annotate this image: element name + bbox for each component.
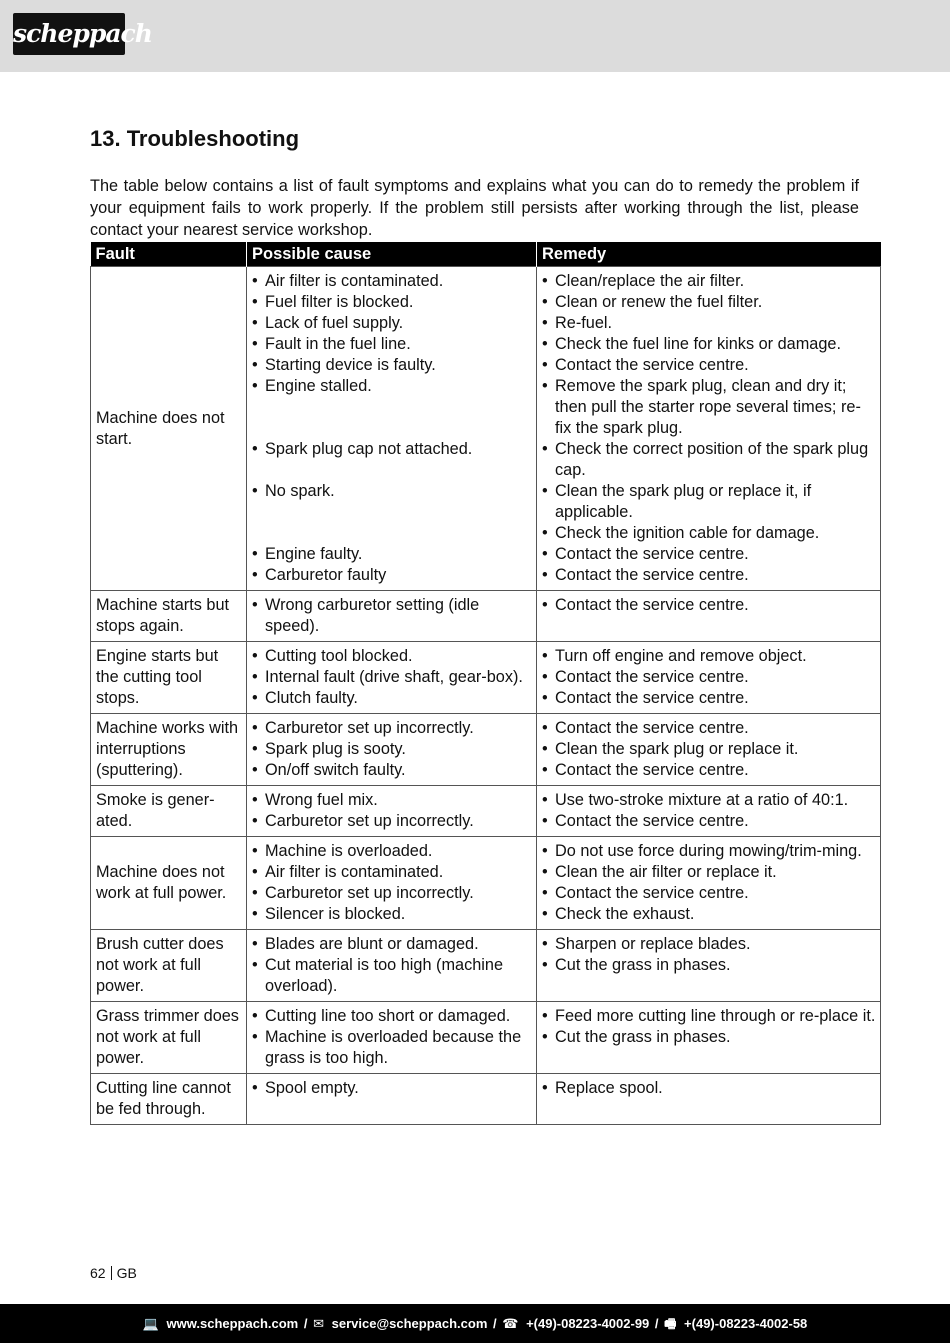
list-item: • Use two-stroke mixture at a ratio of 40:1. bbox=[542, 790, 876, 811]
table-header-row bbox=[91, 242, 881, 267]
list-item: • Machine is overloaded. bbox=[252, 841, 532, 862]
list-item: • Wrong fuel mix. bbox=[252, 790, 532, 811]
list-item: • Cutting line too short or damaged. bbox=[252, 1006, 532, 1027]
cause-list bbox=[252, 841, 532, 925]
header-possible-cause: Possible cause bbox=[247, 242, 537, 267]
list-item: • Remove the spark plug, clean and dry it; then pull the starter rope several times; re-fix the spark plug. bbox=[542, 376, 876, 439]
cause-list bbox=[252, 1006, 532, 1069]
cause-cell bbox=[247, 591, 537, 642]
scheppach-logo: scheppach bbox=[13, 13, 125, 55]
list-item: • Spark plug is sooty. bbox=[252, 739, 532, 760]
list-item: • Contact the service centre. bbox=[542, 760, 876, 781]
cause-list bbox=[252, 718, 532, 781]
list-item: • Carburetor set up incorrectly. bbox=[252, 883, 532, 904]
remedy-list bbox=[542, 595, 876, 616]
fault-cell: Machine starts but stops again. bbox=[91, 591, 247, 642]
cause-cell bbox=[247, 267, 537, 591]
list-item: • Air filter is contaminated. bbox=[252, 862, 532, 883]
remedy-list bbox=[542, 841, 876, 925]
remedy-list bbox=[542, 790, 876, 832]
list-item: • Cut material is too high (machine overload). bbox=[252, 955, 532, 997]
footer-website[interactable]: www.scheppach.com bbox=[166, 1316, 299, 1331]
table-row bbox=[91, 1074, 881, 1125]
cause-list bbox=[252, 790, 532, 832]
remedy-list bbox=[542, 1078, 876, 1099]
remedy-list bbox=[542, 646, 876, 709]
cause-list bbox=[252, 934, 532, 997]
list-item: • Silencer is blocked. bbox=[252, 904, 532, 925]
list-item: • Blades are blunt or damaged. bbox=[252, 934, 532, 955]
page-number bbox=[90, 1265, 137, 1281]
list-item: • Clean the spark plug or replace it. bbox=[542, 739, 876, 760]
list-item: • Cut the grass in phases. bbox=[542, 1027, 876, 1048]
list-item: • Engine faulty. bbox=[252, 544, 532, 565]
fault-cell: Engine starts but the cutting tool stops. bbox=[91, 642, 247, 714]
cause-cell bbox=[247, 1002, 537, 1074]
list-item: • Spark plug cap not attached. bbox=[252, 439, 532, 460]
remedy-cell bbox=[537, 642, 881, 714]
fax-icon: 🖷 bbox=[664, 1316, 677, 1331]
footer-email[interactable]: service@scheppach.com bbox=[331, 1316, 488, 1331]
list-item: • Engine stalled. bbox=[252, 376, 532, 397]
cause-list bbox=[252, 646, 532, 709]
list-item: • On/off switch faulty. bbox=[252, 760, 532, 781]
page-footer: 💻 www.scheppach.com / ✉ service@scheppach.com / ☎ +(49)-08223-4002-99 / 🖷 +(49)-08223-4002-58 bbox=[0, 1304, 950, 1343]
cause-cell bbox=[247, 837, 537, 930]
list-item: • Clean or renew the fuel filter. bbox=[542, 292, 876, 313]
cause-cell bbox=[247, 642, 537, 714]
list-item: • Starting device is faulty. bbox=[252, 355, 532, 376]
phone-icon: ☎ bbox=[502, 1316, 519, 1331]
cause-cell bbox=[247, 930, 537, 1002]
remedy-cell bbox=[537, 714, 881, 786]
list-item: • Check the fuel line for kinks or damage. bbox=[542, 334, 876, 355]
cause-cell bbox=[247, 786, 537, 837]
list-item: • Fuel filter is blocked. bbox=[252, 292, 532, 313]
list-item: • Contact the service centre. bbox=[542, 883, 876, 904]
table-row bbox=[91, 642, 881, 714]
list-item: • Replace spool. bbox=[542, 1078, 876, 1099]
footer-phone: +(49)-08223-4002-99 bbox=[526, 1316, 650, 1331]
table-row bbox=[91, 930, 881, 1002]
list-item: • Contact the service centre. bbox=[542, 355, 876, 376]
fault-cell: Smoke is gener-ated. bbox=[91, 786, 247, 837]
page-language: GB bbox=[116, 1265, 137, 1281]
cause-cell bbox=[247, 714, 537, 786]
remedy-cell bbox=[537, 837, 881, 930]
list-item: • Do not use force during mowing/trim-ming. bbox=[542, 841, 876, 862]
list-item: • Re-fuel. bbox=[542, 313, 876, 334]
page-header bbox=[0, 0, 950, 72]
table-row bbox=[91, 267, 881, 591]
list-item: • Cutting tool blocked. bbox=[252, 646, 532, 667]
table-row bbox=[91, 837, 881, 930]
cause-list bbox=[252, 595, 532, 637]
list-item: • Sharpen or replace blades. bbox=[542, 934, 876, 955]
table-row bbox=[91, 714, 881, 786]
list-item: • Contact the service centre. bbox=[542, 544, 876, 565]
remedy-list bbox=[542, 934, 876, 976]
list-item: • Clutch faulty. bbox=[252, 688, 532, 709]
table-row bbox=[91, 786, 881, 837]
header-remedy: Remedy bbox=[537, 242, 881, 267]
page-number-divider bbox=[111, 1266, 112, 1280]
list-item: • Carburetor set up incorrectly. bbox=[252, 811, 532, 832]
list-item: • Feed more cutting line through or re-place it. bbox=[542, 1006, 876, 1027]
list-item: • Spool empty. bbox=[252, 1078, 532, 1099]
list-item: • Turn off engine and remove object. bbox=[542, 646, 876, 667]
list-item: • Check the correct position of the spark plug cap. bbox=[542, 439, 876, 481]
list-item: • Clean the spark plug or replace it, if applicable. bbox=[542, 481, 876, 523]
fault-cell: Cutting line cannot be fed through. bbox=[91, 1074, 247, 1125]
remedy-cell bbox=[537, 1002, 881, 1074]
fault-cell: Machine works with interruptions (sputtering). bbox=[91, 714, 247, 786]
list-item: • Contact the service centre. bbox=[542, 595, 876, 616]
list-item: • Lack of fuel supply. bbox=[252, 313, 532, 334]
list-item: • Internal fault (drive shaft, gear-box). bbox=[252, 667, 532, 688]
section-intro: The table below contains a list of fault symptoms and explains what you can do to remedy the problem if your equipment fails to work properly. If the problem still persists after working through the list, please contact your nearest service workshop. bbox=[90, 177, 859, 239]
cause-cell bbox=[247, 1074, 537, 1125]
remedy-cell bbox=[537, 267, 881, 591]
computer-icon: 💻 bbox=[142, 1316, 159, 1331]
list-item: • Contact the service centre. bbox=[542, 718, 876, 739]
list-item: • Contact the service centre. bbox=[542, 667, 876, 688]
email-icon: ✉ bbox=[313, 1316, 324, 1331]
remedy-cell bbox=[537, 591, 881, 642]
list-item: • Contact the service centre. bbox=[542, 688, 876, 709]
page-number-value: 62 bbox=[90, 1265, 106, 1281]
list-item: • Check the ignition cable for damage. bbox=[542, 523, 876, 544]
troubleshooting-table bbox=[90, 242, 881, 1125]
fault-cell: Brush cutter does not work at full power. bbox=[91, 930, 247, 1002]
fault-cell: Machine does not work at full power. bbox=[91, 837, 247, 930]
list-item: • Clean the air filter or replace it. bbox=[542, 862, 876, 883]
list-item: • Cut the grass in phases. bbox=[542, 955, 876, 976]
remedy-list bbox=[542, 271, 876, 586]
table-row bbox=[91, 1002, 881, 1074]
header-fault: Fault bbox=[91, 242, 247, 267]
list-item: • Wrong carburetor setting (idle speed). bbox=[252, 595, 532, 637]
list-item: • Clean/replace the air filter. bbox=[542, 271, 876, 292]
list-item: • Contact the service centre. bbox=[542, 565, 876, 586]
list-item: • Fault in the fuel line. bbox=[252, 334, 532, 355]
fault-cell: Grass trimmer does not work at full power. bbox=[91, 1002, 247, 1074]
remedy-list bbox=[542, 718, 876, 781]
cause-list bbox=[252, 1078, 532, 1099]
list-item: • No spark. bbox=[252, 481, 532, 502]
remedy-cell bbox=[537, 786, 881, 837]
remedy-list bbox=[542, 1006, 876, 1048]
list-item: • Air filter is contaminated. bbox=[252, 271, 532, 292]
cause-list bbox=[252, 271, 532, 586]
list-item: • Carburetor set up incorrectly. bbox=[252, 718, 532, 739]
list-item: • Machine is overloaded because the grass is too high. bbox=[252, 1027, 532, 1069]
list-item: • Carburetor faulty bbox=[252, 565, 532, 586]
table-row bbox=[91, 591, 881, 642]
footer-fax: +(49)-08223-4002-58 bbox=[684, 1316, 808, 1331]
list-item: • Check the exhaust. bbox=[542, 904, 876, 925]
remedy-cell bbox=[537, 1074, 881, 1125]
fault-cell: Machine does not start. bbox=[91, 267, 247, 591]
list-item: • Contact the service centre. bbox=[542, 811, 876, 832]
section-title: 13. Troubleshooting bbox=[90, 126, 300, 151]
remedy-cell bbox=[537, 930, 881, 1002]
